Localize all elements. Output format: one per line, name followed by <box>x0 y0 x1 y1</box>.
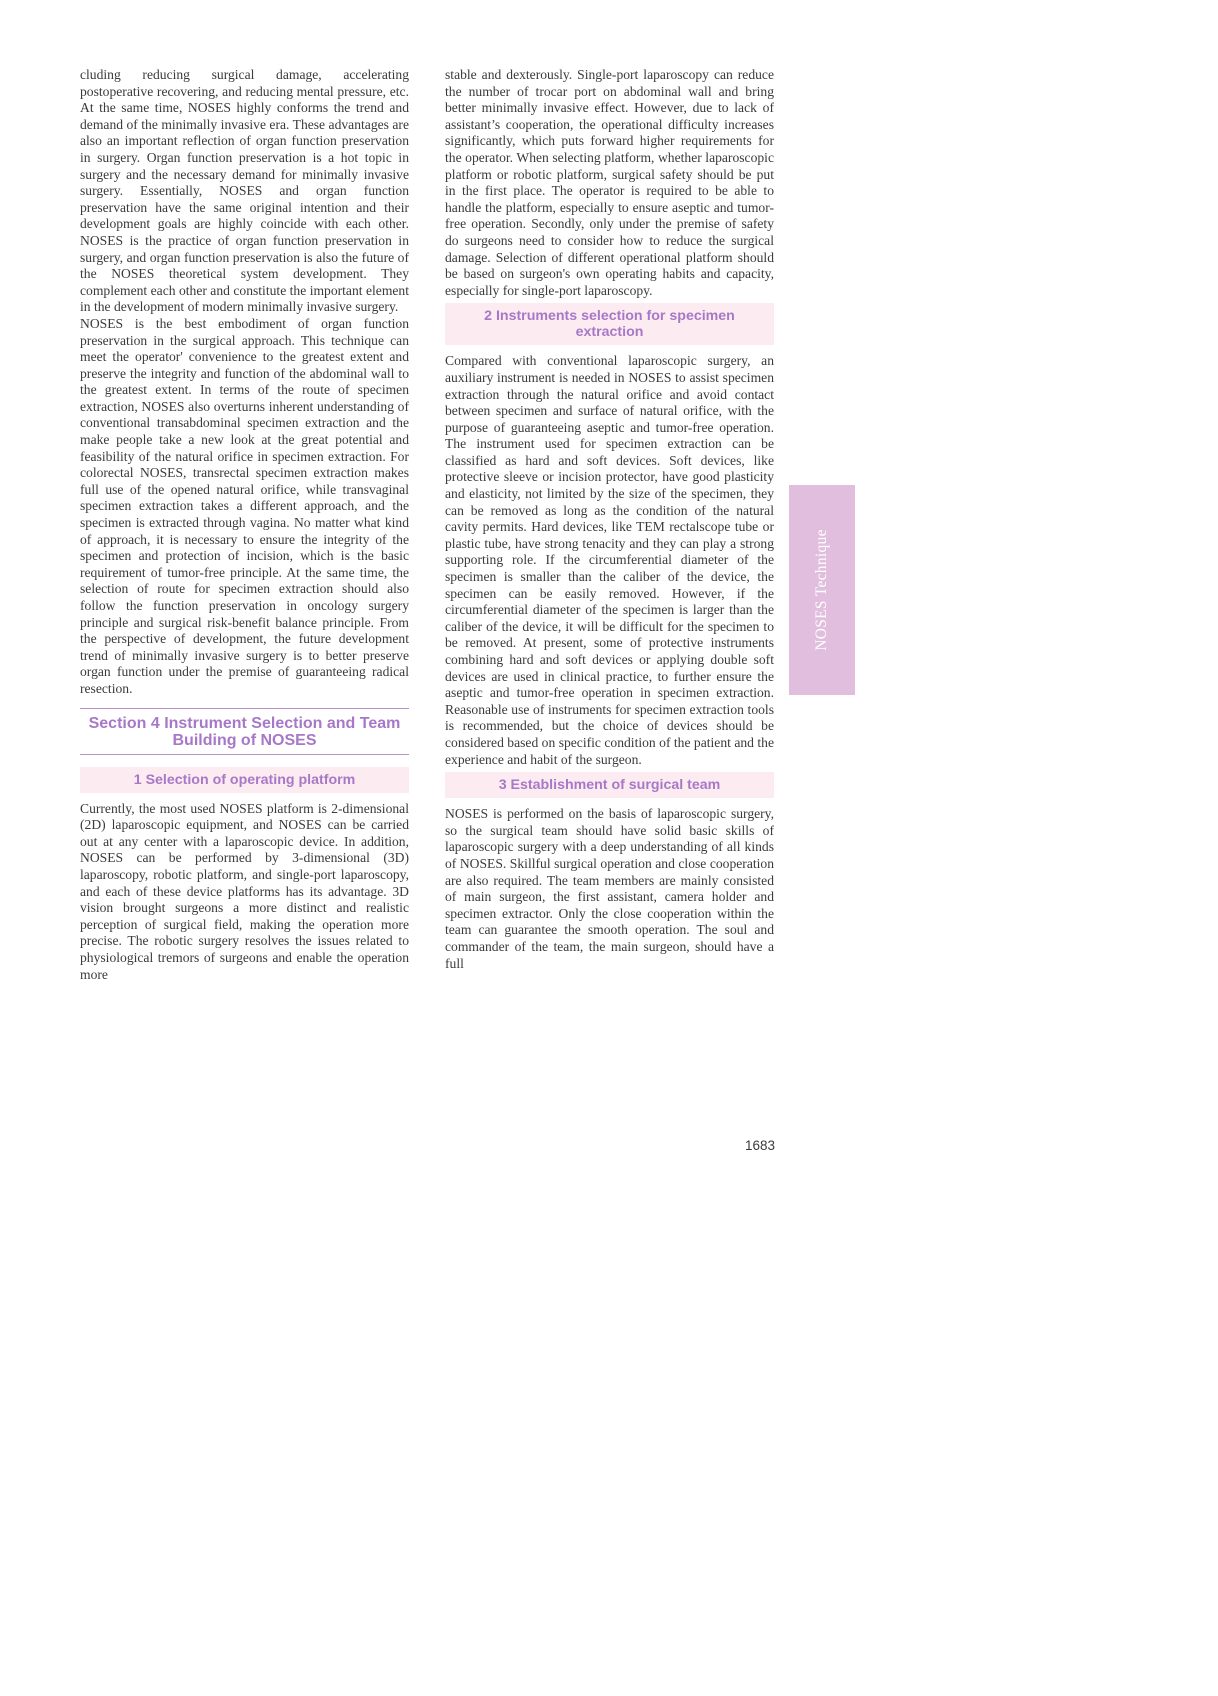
subheading-instruments-selection: 2 Instruments selection for specimen extraction <box>445 303 774 345</box>
side-tab <box>789 485 855 695</box>
left-column <box>80 67 409 983</box>
right-paragraph-1: stable and dexterously. Single-port laparoscopy can reduce the number of trocar port on abdominal wall and bring better minimally invasive effect. However, due to lack of assistant’s cooperation, the operational difficulty increases significantly, which puts forward higher requirements for the operator. When selecting platform, whether laparoscopic platform or robotic platform, surgical safety should be put in the first place. The operator is required to be able to handle the platform, especially to ensure aseptic and tumor-free operation. Secondly, only under the premise of safety do surgeons need to consider how to reduce the surgical damage. Selection of different operational platform should be based on surgeon's own operating habits and capacity, especially for single-port laparoscopy. <box>445 67 774 298</box>
right-column <box>445 67 774 972</box>
left-paragraph-3: Currently, the most used NOSES platform is 2-dimensional (2D) laparoscopic equipment, and NOSES can be carried out at any center with a laparoscopic device. In addition, NOSES can be performed by 3-dimensional (3D) laparoscopy, robotic platform, and single-port laparoscopy, and each of these device platforms has its advantage. 3D vision brought surgeons a more distinct and realistic perception of surgical field, making the operation more precise. The robotic surgery resolves the issues related to physiological tremors of surgeons and enable the operation more <box>80 800 409 982</box>
left-paragraph-2: NOSES is the best embodiment of organ function preservation in the surgical approach. This technique can meet the operator' convenience to the greatest extent and preserve the integrity and function of the abdominal wall to the greatest extent. In terms of the route of specimen extraction, NOSES also overturns inherent understanding of conventional transabdominal specimen extraction and the make people take a new look at the great potential and feasibility of the natural orifice in specimen extraction. For colorectal NOSES, transrectal specimen extraction makes full use of the opened natural orifice, while transvaginal specimen extraction takes a different approach, and the specimen is extracted through vagina. No matter what kind of approach, it is necessary to ensure the integrity of the specimen and protection of incision, which is the basic requirement of tumor-free principle. At the same time, the selection of route for specimen extraction should also follow the function preservation in oncology surgery principle and surgical risk-benefit balance principle. From the perspective of development, the future development trend of minimally invasive surgery is to better preserve organ function under the premise of guaranteeing radical resection. <box>80 315 409 696</box>
subheading-surgical-team: 3 Establishment of surgical team <box>445 772 774 798</box>
right-paragraph-3: NOSES is performed on the basis of laparoscopic surgery, so the surgical team should have solid basic skills of laparoscopic surgery with a deep understanding of all kinds of NOSES. Skillful surgical operation and close cooperation are also required. The team members are mainly consisted of main surgeon, the first assistant, camera holder and specimen extractor. Only the close cooperation within the team can guarantee the smooth operation. The soul and commander of the team, the main surgeon, should have a full <box>445 806 774 971</box>
page-number: 1683 <box>744 1138 775 1153</box>
side-tab-label: NOSES Technique <box>813 529 830 651</box>
left-paragraph-1: cluding reducing surgical damage, accelerating postoperative recovering, and reducing mental pressure, etc. At the same time, NOSES highly conforms the trend and demand of the minimally invasive era. These advantages are also an important reflection of organ function preservation in surgery. Organ function preservation is a hot topic in surgery and the necessary demand for minimally invasive surgery. Essentially, NOSES and organ function preservation have the same original intention and their development goals are highly coincide with each other. NOSES is the practice of organ function preservation in surgery, and organ function preservation is also the future of the NOSES theoretical system development. They complement each other and constitute the important element in the development of modern minimally invasive surgery. <box>80 67 409 315</box>
section-heading: Section 4 Instrument Selection and Team Building of NOSES <box>80 708 409 755</box>
subheading-operating-platform: 1 Selection of operating platform <box>80 767 409 793</box>
right-paragraph-2: Compared with conventional laparoscopic surgery, an auxiliary instrument is needed in NOSES to assist specimen extraction through the natural orifice and avoid contact between specimen and surface of natural orifice, with the purpose of guaranteeing aseptic and tumor-free operation. The instrument used for specimen extraction can be classified as hard and soft devices. Soft devices, like protective sleeve or incision protector, have good plasticity and elasticity, not limited by the size of the specimen, they can be removed as long as the condition of the natural cavity permits. Hard devices, like TEM rectalscope tube or plastic tube, have strong tenacity and they can play a strong supporting role. If the circumferential diameter of the specimen is smaller than the caliber of the device, the specimen can be easily removed. However, if the circumferential diameter of the specimen is larger than the caliber of the device, it will be difficult for the specimen to be removed. At present, some of protective instruments combining hard and soft devices or applying double soft devices are used in clinical practice, to further ensure the aseptic and tumor-free operation in specimen extraction. Reasonable use of instruments for specimen extraction tools is recommended, but the choice of devices should be considered based on specific condition of the patient and the experience and habit of the surgeon. <box>445 353 774 767</box>
